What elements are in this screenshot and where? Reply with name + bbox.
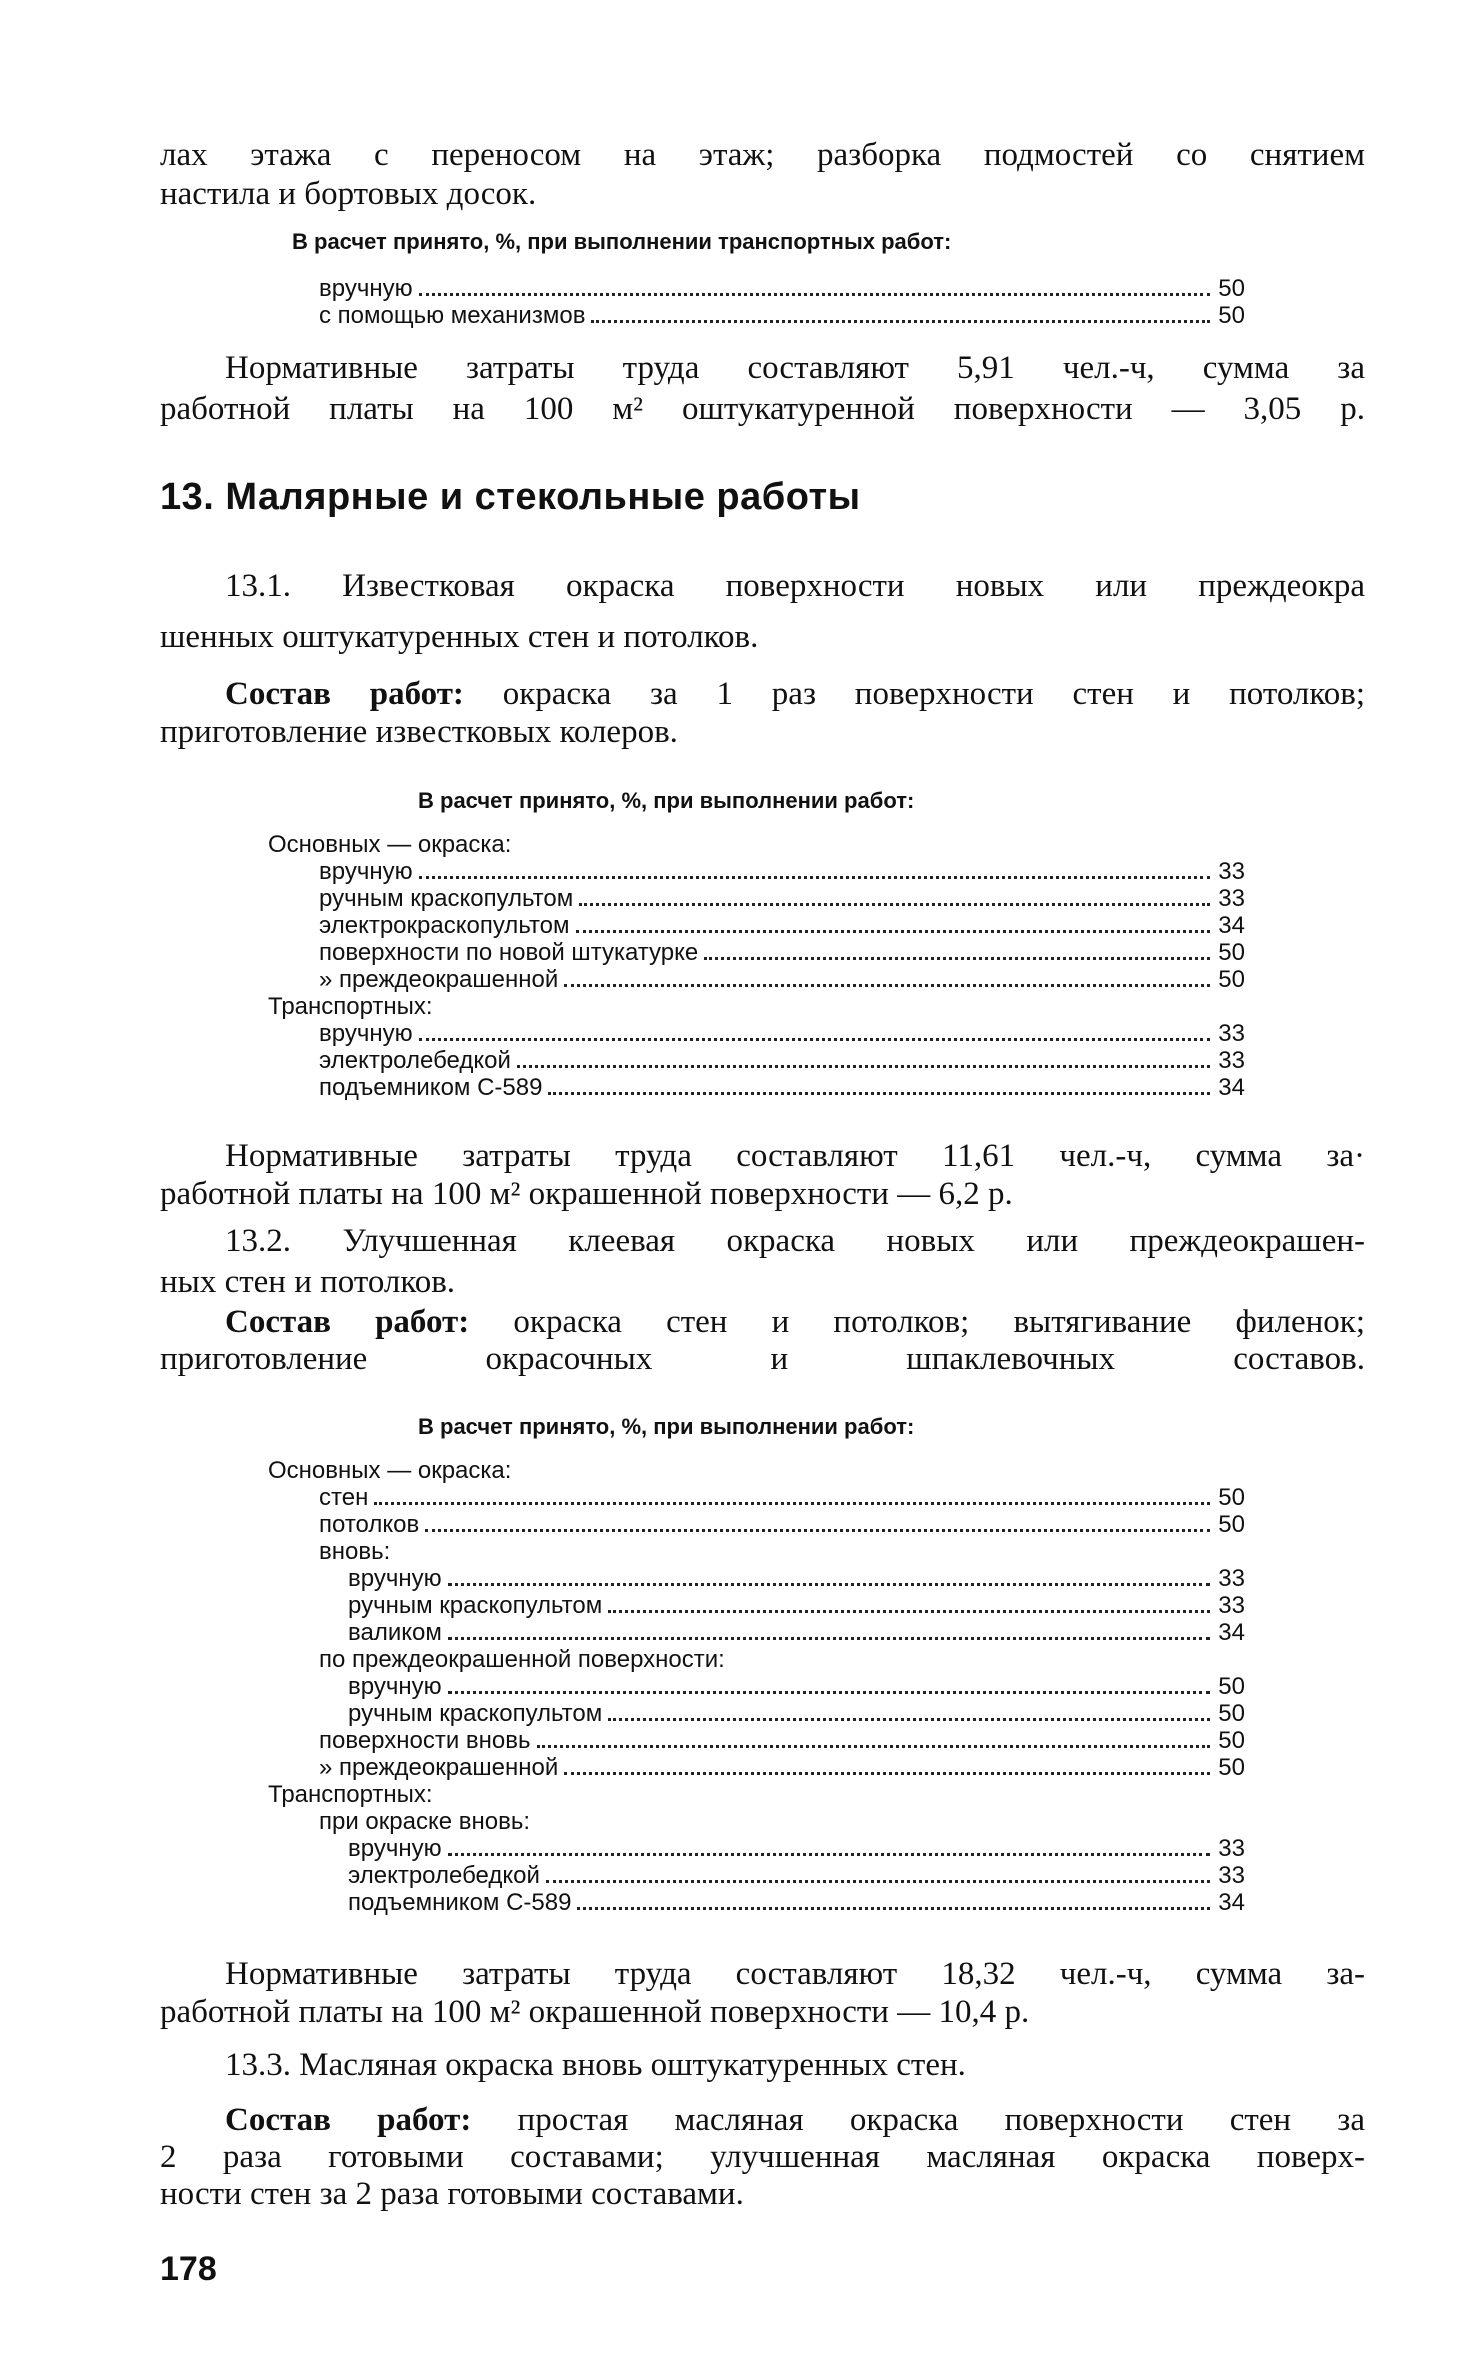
list-item-value: 34 — [1218, 1074, 1245, 1101]
list-item-value: 33 — [1218, 1565, 1245, 1592]
list-item-label: вновь: — [319, 1538, 391, 1565]
list-item — [0, 1511, 1245, 1538]
dot-leader — [448, 1637, 1210, 1640]
list-item-label: с помощью механизмов — [319, 302, 586, 329]
list-item-label: вручную — [319, 858, 413, 885]
list-item-value: 33 — [1218, 1835, 1245, 1862]
sostav-line — [225, 1302, 1365, 1342]
dot-leader — [448, 1853, 1211, 1856]
sostav-label: Состав работ: — [225, 676, 464, 712]
dot-leader — [608, 1718, 1210, 1721]
sostav-line: 2 раза готовыми составами; улучшенная масляная окраска поверх- — [160, 2139, 1365, 2175]
sostav-text: окраска за 1 раз поверхности стен и потолков; — [463, 676, 1365, 712]
list-item-label: ручным краскопультом — [348, 1592, 603, 1619]
list-item-value: 33 — [1218, 1862, 1245, 1889]
sostav-label: Состав работ: — [225, 1304, 470, 1340]
list-item-value: 33 — [1218, 1592, 1245, 1619]
list-item-value: 50 — [1218, 1727, 1245, 1754]
list-subheading: В расчет принято, %, при выполнении работ: — [418, 1414, 915, 1439]
list-item-label: Транспортных: — [268, 993, 433, 1020]
dot-leader — [517, 1065, 1210, 1068]
list-item-label: поверхности по новой штукатурке — [319, 939, 699, 966]
list-item-label: вручную — [348, 1835, 442, 1862]
list-item-label: ручным краскопультом — [348, 1700, 603, 1727]
dot-leader — [537, 1745, 1211, 1748]
section-heading: 13. Малярные и стекольные работы — [160, 476, 861, 518]
text-line: лах этажа с переносом на этаж; разборка подмостей со снятием — [160, 137, 1365, 173]
list-item — [0, 1835, 1245, 1862]
list-item — [0, 1808, 1245, 1835]
list-item — [0, 912, 1245, 939]
norm-line: Нормативные затраты труда составляют 11,61 чел.-ч, сумма за· — [225, 1138, 1365, 1174]
sostav-line: приготовление известковых колеров. — [160, 714, 678, 750]
norm-line: Нормативные затраты труда составляют 5,91 чел.-ч, сумма за — [225, 350, 1365, 386]
list-item — [0, 1862, 1245, 1889]
norm-line: работной платы на 100 м² окрашенной поверхности — 6,2 р. — [160, 1176, 1013, 1212]
list-item-label: вручную — [319, 275, 413, 302]
list-subheading: В расчет принято, %, при выполнении работ: — [418, 788, 915, 813]
text-line: настила и бортовых досок. — [160, 176, 537, 212]
list-item-value: 50 — [1218, 1673, 1245, 1700]
list-item-label: Транспортных: — [268, 1781, 433, 1808]
list-item-value: 50 — [1218, 939, 1245, 966]
dot-leader — [704, 957, 1210, 960]
list-item — [0, 275, 1245, 302]
item-title: 13.1. Известковая окраска поверхности новых или преждеокра — [225, 568, 1365, 604]
list-item-value: 34 — [1218, 912, 1245, 939]
list-item-value: 50 — [1218, 1700, 1245, 1727]
list-item — [0, 1484, 1245, 1511]
dot-leader — [374, 1502, 1210, 1505]
dot-leader — [419, 1038, 1211, 1041]
dot-leader — [548, 1092, 1210, 1095]
list-item — [0, 1727, 1245, 1754]
list-item — [0, 858, 1245, 885]
list-item-value: 33 — [1218, 858, 1245, 885]
norm-line: Нормативные затраты труда составляют 18,32 чел.-ч, сумма за- — [225, 1956, 1365, 1992]
list-item-label: потолков — [319, 1511, 420, 1538]
dot-leader — [425, 1529, 1210, 1532]
sostav-line — [225, 674, 1365, 714]
sostav-line: ности стен за 2 раза готовыми составами. — [160, 2176, 744, 2212]
list-item — [0, 1565, 1245, 1592]
list-item — [0, 966, 1245, 993]
list-subheading: В расчет принято, %, при выполнении транспортных работ: — [292, 229, 952, 254]
list-item-value: 50 — [1218, 275, 1245, 302]
list-item-label: вручную — [319, 1020, 413, 1047]
page-number: 178 — [160, 2250, 217, 2288]
list-item — [0, 1889, 1245, 1916]
list-item — [0, 1619, 1245, 1646]
dot-leader — [419, 876, 1211, 879]
sostav-text: окраска стен и потолков; вытягивание филенок; — [469, 1304, 1365, 1340]
list-item-value: 33 — [1218, 1020, 1245, 1047]
list-item-label: подъемником С-589 — [348, 1889, 572, 1916]
sostav-label: Состав работ: — [225, 2102, 472, 2138]
norm-line: работной платы на 100 м² оштукатуренной поверхности — 3,05 р. — [160, 391, 1365, 427]
list-item-value: 34 — [1218, 1889, 1245, 1916]
list-item — [0, 1047, 1245, 1074]
list-item-value: 50 — [1218, 1754, 1245, 1781]
list-item-label: электрокраскопультом — [319, 912, 570, 939]
dot-leader — [564, 984, 1210, 987]
dot-leader — [448, 1691, 1211, 1694]
list-item-label: стен — [319, 1484, 369, 1511]
sostav-line: приготовление окрасочных и шпаклевочных составов. — [160, 1341, 1365, 1377]
dot-leader — [448, 1583, 1211, 1586]
item-title: шенных оштукатуренных стен и потолков. — [160, 619, 759, 655]
dot-leader — [576, 930, 1211, 933]
list-item — [0, 1673, 1245, 1700]
list-item-label: электролебедкой — [348, 1862, 540, 1889]
list-item — [0, 885, 1245, 912]
list-item — [0, 1592, 1245, 1619]
list-item — [0, 1538, 1245, 1565]
item-title: 13.3. Масляная окраска вновь оштукатуренных стен. — [225, 2047, 966, 2083]
item-title: ных стен и потолков. — [160, 1264, 456, 1300]
list-item-value: 33 — [1218, 1047, 1245, 1074]
list-item-label: подъемником С-589 — [319, 1074, 543, 1101]
list-item — [0, 939, 1245, 966]
list-item-value: 34 — [1218, 1619, 1245, 1646]
list-item-label: » преждеокрашенной — [319, 966, 559, 993]
dot-leader — [608, 1610, 1210, 1613]
list-item-label: вручную — [348, 1673, 442, 1700]
list-item-label: Основных — окраска: — [268, 1457, 512, 1484]
list-item — [0, 302, 1245, 329]
list-item — [0, 1781, 1245, 1808]
list-item-label: валиком — [348, 1619, 442, 1646]
list-item-label: по преждеокрашенной поверхности: — [319, 1646, 725, 1673]
list-item — [0, 1457, 1245, 1484]
dot-leader — [579, 903, 1210, 906]
list-item-label: » преждеокрашенной — [319, 1754, 559, 1781]
list-item-value: 50 — [1218, 1484, 1245, 1511]
list-item — [0, 1074, 1245, 1101]
list-item-label: электролебедкой — [319, 1047, 511, 1074]
list-item-label: вручную — [348, 1565, 442, 1592]
list-item — [0, 993, 1245, 1020]
sostav-text: простая масляная окраска поверхности стен за — [471, 2102, 1365, 2138]
list-item-value: 50 — [1218, 966, 1245, 993]
dot-leader — [419, 293, 1211, 296]
norm-line: работной платы на 100 м² окрашенной поверхности — 10,4 р. — [160, 1994, 1030, 2030]
dot-leader — [564, 1772, 1210, 1775]
sostav-line — [225, 2100, 1365, 2140]
list-item — [0, 1700, 1245, 1727]
list-item — [0, 831, 1245, 858]
list-item — [0, 1020, 1245, 1047]
list-item-label: Основных — окраска: — [268, 831, 512, 858]
list-item-value: 50 — [1218, 302, 1245, 329]
list-item — [0, 1646, 1245, 1673]
item-title: 13.2. Улучшенная клеевая окраска новых или преждеокрашен- — [225, 1223, 1365, 1259]
list-item-label: поверхности вновь — [319, 1727, 531, 1754]
list-item-label: ручным краскопультом — [319, 885, 574, 912]
list-item — [0, 1754, 1245, 1781]
list-item-value: 50 — [1218, 1511, 1245, 1538]
dot-leader — [591, 320, 1210, 323]
dot-leader — [546, 1880, 1210, 1883]
list-item-value: 33 — [1218, 885, 1245, 912]
dot-leader — [577, 1907, 1210, 1910]
list-item-label: при окраске вновь: — [319, 1808, 531, 1835]
